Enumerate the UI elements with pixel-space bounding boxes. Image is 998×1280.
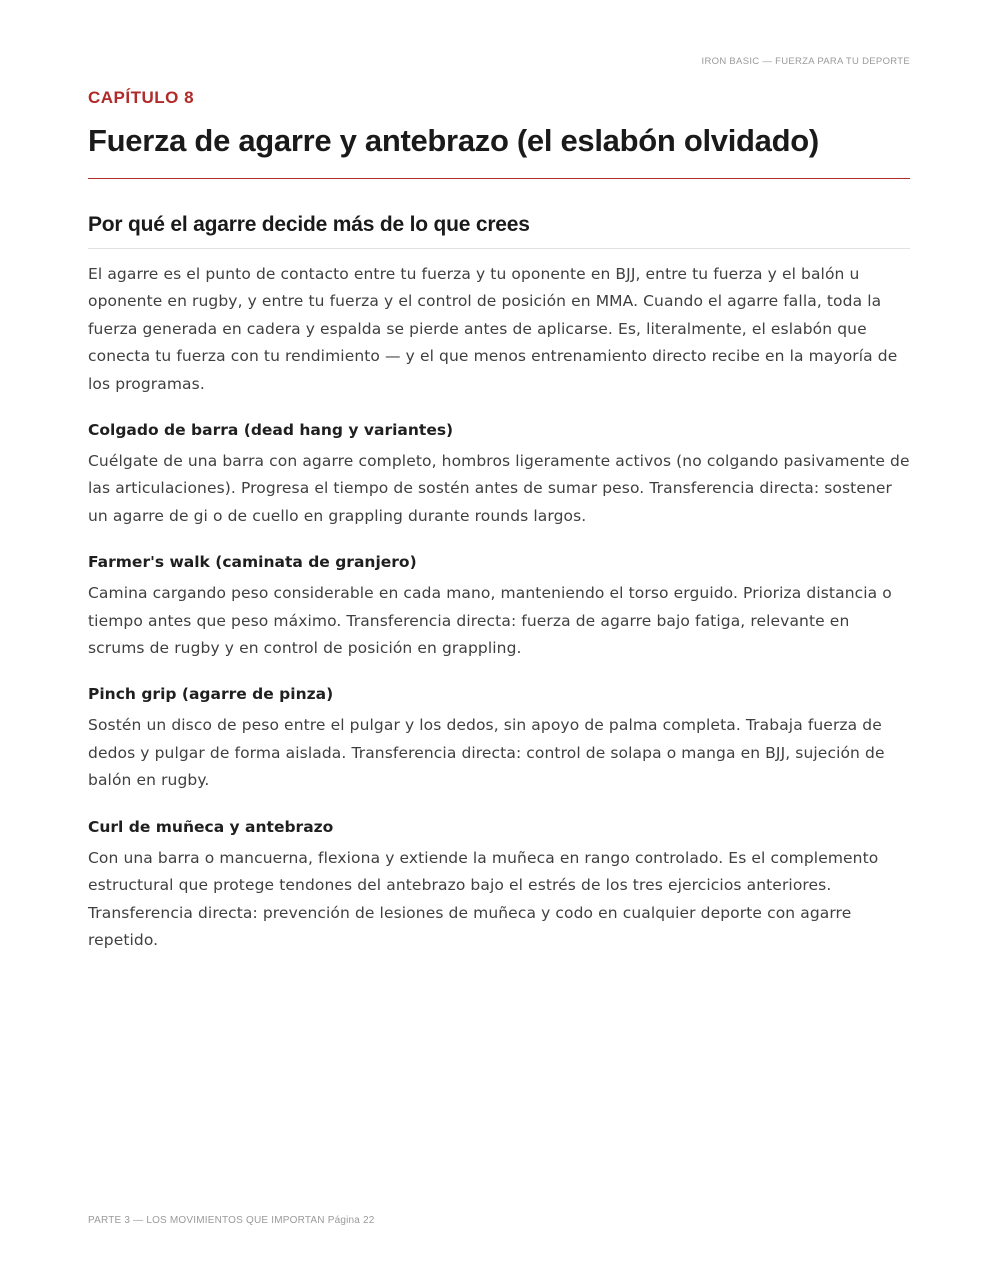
running-footer: PARTE 3 — LOS MOVIMIENTOS QUE IMPORTAN Página 22 <box>88 1215 375 1226</box>
title-divider <box>88 178 910 179</box>
intro-paragraph: El agarre es el punto de contacto entre tu fuerza y tu oponente en BJJ, entre tu fuerza y el balón u oponente en rugby, y entre tu fuerza y el control de posición en MMA. Cuando el agarre falla, toda la fuerza generada en cadera y espalda se pierde antes de aplicarse. Es, literalmente, el eslabón que conecta tu fuerza con tu rendimiento — y el que menos entrenamiento directo recibe en la mayoría de los programas. <box>88 265 898 393</box>
chapter-label: CAPÍTULO 8 <box>88 88 195 107</box>
exercise-block <box>88 550 910 662</box>
exercise-title: Farmer's walk (caminata de granjero) <box>88 553 417 572</box>
exercise-title: Pinch grip (agarre de pinza) <box>88 685 334 704</box>
exercise-description: Cuélgate de una barra con agarre completo, hombros ligeramente activos (no colgando pasivamente de las articulaciones). Progresa el tiempo de sostén antes de sumar peso. Transferencia directa: sostener un agarre de gi o de cuello en grappling durante rounds largos. <box>88 452 910 525</box>
page-content <box>88 86 910 954</box>
exercise-title: Curl de muñeca y antebrazo <box>88 817 334 836</box>
chapter-title: Fuerza de agarre y antebrazo (el eslabón olvidado) <box>88 123 819 158</box>
exercise-description: Sostén un disco de peso entre el pulgar y los dedos, sin apoyo de palma completa. Trabaja fuerza de dedos y pulgar de forma aislada. Transferencia directa: control de solapa o manga en BJJ, sujeción de balón en rugby. <box>88 716 885 790</box>
running-header: IRON BASIC — FUERZA PARA TU DEPORTE <box>701 56 910 67</box>
exercise-title: Colgado de barra (dead hang y variantes) <box>88 421 454 440</box>
exercise-description: Camina cargando peso considerable en cada mano, manteniendo el torso erguido. Prioriza distancia o tiempo antes que peso máximo. Transferencia directa: fuerza de agarre bajo fatiga, relevante en scrums de rugby y en control de posición en grappling. <box>88 584 892 658</box>
exercise-block <box>88 418 910 530</box>
exercise-block <box>88 682 910 794</box>
section-heading: Por qué el agarre decide más de lo que crees <box>88 213 530 236</box>
exercise-description: Con una barra o mancuerna, flexiona y extiende la muñeca en rango controlado. Es el complemento estructural que protege tendones del antebrazo bajo el estrés de los tres ejercicios anteriores. Transferencia directa: prevención de lesiones de muñeca y codo en cualquier deporte con agarre repetido. <box>88 848 879 949</box>
section-divider <box>88 248 910 249</box>
exercise-block <box>88 815 910 955</box>
